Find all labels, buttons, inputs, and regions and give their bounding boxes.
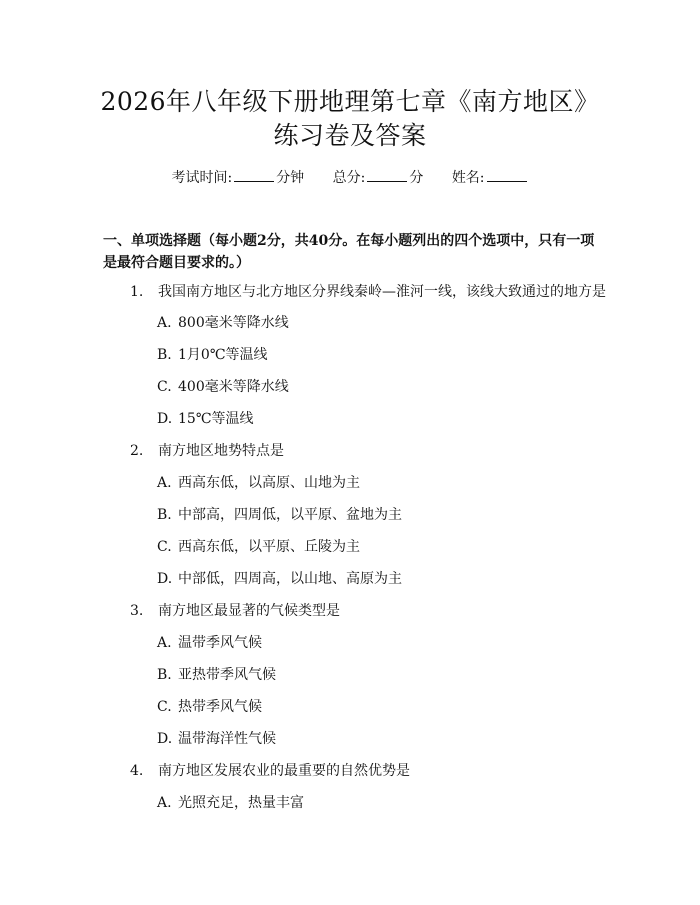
question-number: 3. [130,603,144,619]
question-item [130,282,606,302]
option-text: 中部低，四周高，以山地、高原为主 [178,571,402,587]
option-text: 400毫米等降水线 [178,379,289,395]
option-item [157,665,276,685]
option-item [157,505,402,525]
option-text: 中部高，四周低，以平原、盆地为主 [178,507,402,523]
exam-time-blank [234,167,274,182]
document-title-line1: 2026年八年级下册地理第七章《南方地区》 [100,87,600,116]
option-text: 亚热带季风气候 [178,667,276,683]
question-item [130,761,410,781]
option-item [157,569,402,589]
option-text: 西高东低，以平原、丘陵为主 [178,539,360,555]
option-text: 15℃等温线 [178,411,254,427]
option-text: 1月0℃等温线 [178,347,268,363]
question-item [130,601,340,621]
option-item [157,473,360,493]
option-letter: C. [157,539,172,555]
student-name-label: 姓名: [451,170,485,186]
question-number: 4. [130,763,144,779]
document-title-line2: 练习卷及答案 [273,121,427,150]
exam-time [171,167,304,188]
exam-info [0,167,700,188]
option-text: 西高东低，以高原、山地为主 [178,475,360,491]
option-item [157,633,262,653]
total-score [333,167,424,188]
option-letter: C. [157,699,172,715]
question-text: 南方地区最显著的气候类型是 [158,603,340,619]
exam-time-unit: 分钟 [276,170,305,186]
option-text: 热带季风气候 [178,699,262,715]
question-item [130,441,284,461]
option-letter: D. [157,571,173,587]
option-text: 温带季风气候 [178,635,262,651]
option-item [157,793,304,813]
option-letter: A. [157,315,172,331]
total-score-blank [367,167,407,182]
option-letter: A. [157,475,172,491]
option-letter: D. [157,411,173,427]
option-letter: B. [157,347,172,363]
option-text: 温带海洋性气候 [178,731,276,747]
option-item [157,729,276,749]
option-item [157,345,267,365]
option-letter: B. [157,667,172,683]
option-letter: A. [157,795,172,811]
student-name [452,167,529,188]
question-text: 南方地区地势特点是 [158,443,284,459]
question-number: 1. [130,284,144,300]
question-number: 2. [130,443,144,459]
total-score-unit: 分 [409,170,424,186]
question-text: 我国南方地区与北方地区分界线秦岭—淮河一线，该线大致通过的地方是 [158,284,606,300]
option-item [157,409,253,429]
section-heading: 一、单项选择题（每小题2分，共40分。在每小题列出的四个选项中，只有一项是最符合题目要求的。） [103,233,595,271]
option-letter: B. [157,507,172,523]
student-name-blank [487,167,527,182]
option-item [157,697,262,717]
option-letter: C. [157,379,172,395]
option-item [157,537,360,557]
option-text: 光照充足，热量丰富 [178,795,304,811]
option-letter: D. [157,731,173,747]
option-item [157,377,289,397]
total-score-label: 总分: [332,170,366,186]
option-item [157,313,289,333]
question-text: 南方地区发展农业的最重要的自然优势是 [158,763,410,779]
option-letter: A. [157,635,172,651]
exam-time-label: 考试时间: [171,170,233,186]
option-text: 800毫米等降水线 [178,315,289,331]
